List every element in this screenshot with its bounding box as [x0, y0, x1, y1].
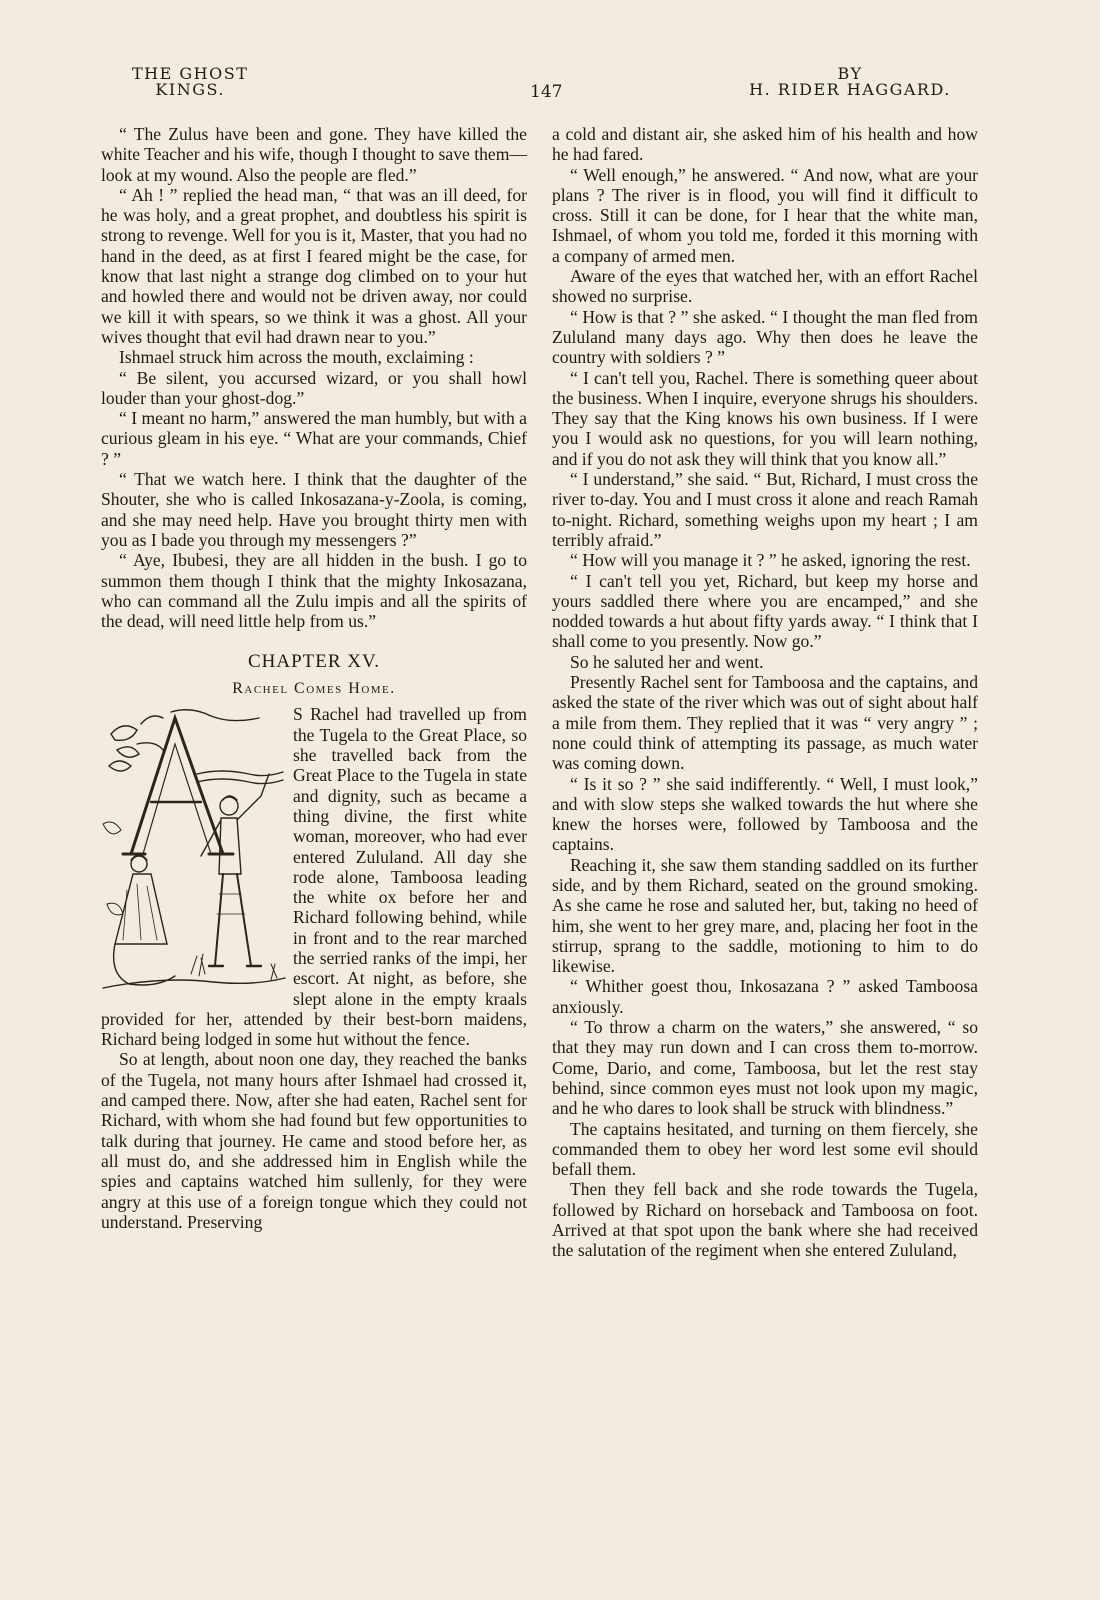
- byline-by: BY: [837, 64, 863, 83]
- paragraph: “ How is that ? ” she asked. “ I thought the man fled from Zululand many days ago. Why then does he leave the country with soldiers ? ”: [552, 306, 978, 368]
- illustrated-initial-a-icon: [101, 704, 287, 1004]
- paragraph: “ How will you manage it ? ” he asked, ignoring the rest.: [570, 550, 971, 571]
- paragraph: Then they fell back and she rode towards the Tugela, followed by Richard on horseback and Tamboosa on foot. Arrived at that spot upon the bank where she had received the salutation of the regiment when she entered Zululand,: [552, 1179, 978, 1261]
- paragraph: The captains hesitated, and turning on them fiercely, she commanded them to obey her word lest some evil should befall them.: [552, 1118, 978, 1180]
- author-byline: [735, 66, 965, 98]
- paragraph: Presently Rachel sent for Tamboosa and the captains, and asked the state of the river which was out of sight about half a mile from them. They replied that it was “ very angry ” ; none could think of attempting its passage, as much water was coming down.: [552, 672, 978, 774]
- paragraph: “ Ah ! ” replied the head man, “ that was an ill deed, for he was holy, and a great prophet, and doubtless his spirit is strong to revenge. Well for you is it, Master, that you had no hand in the deed, as at first I feared might be the case, for know that last night a strange dog climbed on to your hut and howled there and would not be driven away, nor could we kill it with spears, so we think it was a ghost. All your wives thought that evil had drawn near to you.”: [101, 184, 527, 347]
- paragraph: “ Whither goest thou, Inkosazana ? ” asked Tamboosa anxiously.: [552, 976, 978, 1017]
- running-header: [0, 66, 1100, 106]
- paragraph: “ Is it so ? ” she said indifferently. “ Well, I must look,” and with slow steps she walked towards the hut where she knew the horses were, followed by Tamboosa and the captains.: [552, 773, 978, 855]
- paragraph: “ The Zulus have been and gone. They have killed the white Teacher and his wife, though I thought to save them—look at my wound. Also the people are fled.”: [101, 124, 527, 185]
- paragraph: Aware of the eyes that watched her, with an effort Rachel showed no surprise.: [552, 266, 978, 307]
- drop-cap-illustration: [101, 704, 287, 1004]
- book-title-line1: THE GHOST: [132, 64, 249, 83]
- paragraph: So he saluted her and went.: [570, 651, 764, 672]
- left-column: [101, 124, 527, 1232]
- author-name: H. RIDER HAGGARD.: [749, 80, 951, 99]
- paragraph: “ I can't tell you, Rachel. There is something queer about the business. When I inquire, everyone shrugs his shoulders. They say that the King knows his own business. If I were you I would ask no questions, for you will learn nothing, and if you do not ask they will think that you know all.”: [552, 367, 978, 469]
- paragraph: “ To throw a charm on the waters,” she answered, “ so that they may run down and I can cross them to-morrow. Come, Dario, and come, Tamboosa, but let the rest stay behind, since common eyes must not look upon my magic, and he who dares to look shall be struck with blindness.”: [552, 1017, 978, 1119]
- paragraph: “ That we watch here. I think that the daughter of the Shouter, she who is called Inkosazana-y-Zoola, is coming, and she may need help. Have you brought thirty men with you as I bade you through my messengers ?”: [101, 469, 527, 550]
- book-title: [132, 66, 248, 98]
- paragraph: “ I meant no harm,” answered the man humbly, but with a curious gleam in his eye. “ What are your commands, Chief ? ”: [101, 408, 527, 469]
- paragraph: “ I can't tell you yet, Richard, but keep my horse and yours saddled there where you are encamped,” and she nodded towards a hut about fifty yards away. “ I think that I shall come to you presently. Now go.”: [552, 570, 978, 652]
- paragraph: a cold and distant air, she asked him of his health and how he had fared.: [552, 124, 978, 165]
- book-title-line2: KINGS.: [155, 80, 225, 99]
- paragraph: “ I understand,” she said. “ But, Richard, I must cross the river to-day. You and I must cross it alone and reach Ramah to-night. Richard, something weighs upon my heart ; I am terribly afraid.”: [552, 469, 978, 550]
- chapter-subtitle: Rachel Comes Home.: [232, 680, 396, 698]
- paragraph: “ Be silent, you accursed wizard, or you shall howl louder than your ghost-dog.”: [101, 367, 527, 408]
- paragraph: S Rachel had travelled up from the Tugela to the Great Place, so she travelled back from the Great Place to the Tugela in state and dignity, such as became a thing divine, the first white woman, moreover, who had ever entered Zululand. All day she rode alone, Tamboosa leading the white ox before her and Richard following behind, while in front and to the rear marched the serried ranks of the impi, her escort. At night, as before, she slept alone in the empty kraals provided for her, attended by their best-born maidens, Richard being lodged in some hut without the fence.: [101, 704, 527, 1050]
- paragraph: Reaching it, she saw them standing saddled on its further side, and by them Richard, seated on the ground smoking. As she came he rose and saluted her, but, taking no heed of him, she went to her grey mare, and, placing her foot in the stirrup, sprang to the saddle, motioning to him to do likewise.: [552, 854, 978, 977]
- paragraph: Ishmael struck him across the mouth, exclaiming :: [119, 347, 474, 368]
- paragraph: So at length, about noon one day, they reached the banks of the Tugela, not many hours after Ishmael had crossed it, and camped there. Now, after she had eaten, Rachel sent for Richard, with whom she had found but few opportunities to talk during that journey. He came and stood before her, as all must do, and she addressed him in English while the spies and captains watched him sullenly, for they were angry at this use of a foreign tongue which they could not understand. Preserving: [101, 1049, 527, 1232]
- paragraph: “ Well enough,” he answered. “ And now, what are your plans ? The river is in flood, you will find it difficult to cross. Still it can be done, for I hear that the white man, Ishmael, of whom you told me, forded it this morning with a company of armed men.: [552, 164, 978, 266]
- right-column: [552, 124, 978, 1261]
- chapter-title: CHAPTER XV.: [247, 651, 381, 673]
- page-number: 147: [530, 82, 563, 102]
- paragraph: “ Aye, Ibubesi, they are all hidden in the bush. I go to summon them though I think that the mighty Inkosazana, who can command all the Zulu impis and all the spirits of the dead, will need little help from us.”: [101, 550, 527, 632]
